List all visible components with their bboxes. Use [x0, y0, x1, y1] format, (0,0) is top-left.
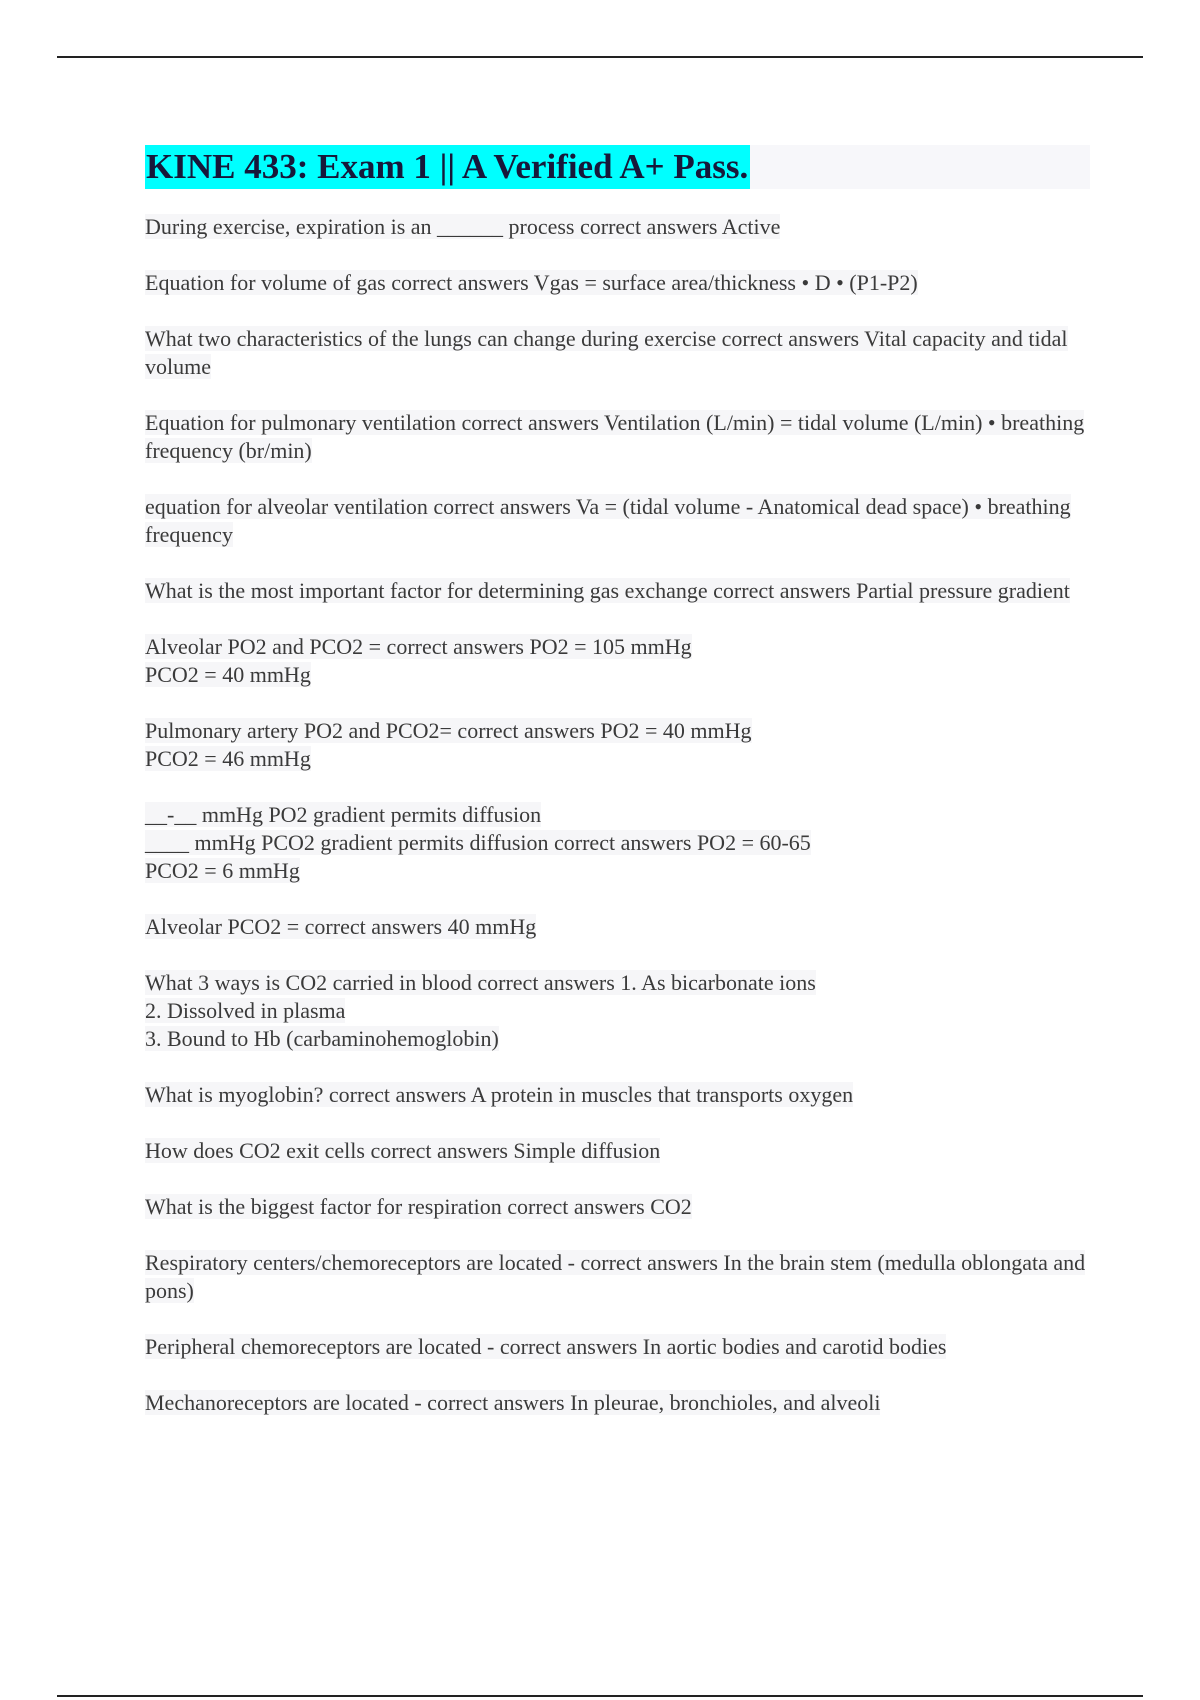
qa-line [145, 1249, 1090, 1305]
qa-text: PCO2 = 46 mmHg [145, 746, 311, 771]
qa-line [145, 857, 1090, 885]
qa-item [145, 577, 1090, 605]
qa-item [145, 969, 1090, 1053]
qa-item [145, 633, 1090, 689]
qa-text: Equation for volume of gas correct answers Vgas = surface area/thickness • D • (P1-P2) [145, 270, 918, 295]
qa-item [145, 801, 1090, 885]
qa-line [145, 801, 1090, 829]
qa-item [145, 1137, 1090, 1165]
header-rule [57, 56, 1143, 58]
qa-line [145, 1333, 1090, 1361]
qa-item [145, 409, 1090, 465]
qa-item [145, 1193, 1090, 1221]
qa-line [145, 717, 1090, 745]
qa-line [145, 409, 1090, 465]
qa-text: 2. Dissolved in plasma [145, 998, 346, 1023]
qa-list [145, 213, 1090, 1417]
qa-line [145, 269, 1090, 297]
qa-text: PCO2 = 6 mmHg [145, 858, 300, 883]
qa-text: What 3 ways is CO2 carried in blood correct answers 1. As bicarbonate ions [145, 970, 816, 995]
qa-text: How does CO2 exit cells correct answers Simple diffusion [145, 1138, 661, 1163]
qa-item [145, 325, 1090, 381]
footer-rule [57, 1695, 1143, 1697]
qa-line [145, 325, 1090, 381]
qa-text: Pulmonary artery PO2 and PCO2= correct answers PO2 = 40 mmHg [145, 718, 752, 743]
qa-line [145, 1025, 1090, 1053]
qa-item [145, 269, 1090, 297]
qa-item [145, 493, 1090, 549]
qa-line [145, 661, 1090, 689]
qa-text: Equation for pulmonary ventilation correct answers Ventilation (L/min) = tidal volume (L/min) • breathing frequency (br/min) [145, 410, 1085, 463]
qa-item [145, 1389, 1090, 1417]
qa-text: PCO2 = 40 mmHg [145, 662, 311, 687]
qa-line [145, 997, 1090, 1025]
qa-text: What is the biggest factor for respiration correct answers CO2 [145, 1194, 692, 1219]
qa-item [145, 1333, 1090, 1361]
qa-text: Peripheral chemoreceptors are located - correct answers In aortic bodies and carotid bodies [145, 1334, 947, 1359]
qa-line [145, 577, 1090, 605]
qa-line [145, 913, 1090, 941]
qa-line [145, 1389, 1090, 1417]
qa-line [145, 1193, 1090, 1221]
qa-text: What is the most important factor for determining gas exchange correct answers Partial pressure gradient [145, 578, 1070, 603]
qa-line [145, 829, 1090, 857]
qa-text: Mechanoreceptors are located - correct answers In pleurae, bronchioles, and alveoli [145, 1390, 881, 1415]
qa-line [145, 213, 1090, 241]
qa-text: What is myoglobin? correct answers A protein in muscles that transports oxygen [145, 1082, 854, 1107]
qa-line [145, 1137, 1090, 1165]
qa-text: During exercise, expiration is an ______ process correct answers Active [145, 214, 781, 239]
qa-text: What two characteristics of the lungs can change during exercise correct answers Vital capacity and tidal volume [145, 326, 1068, 379]
document-body [145, 145, 1090, 1445]
qa-line [145, 969, 1090, 997]
title-band [145, 145, 1090, 189]
qa-text: Alveolar PCO2 = correct answers 40 mmHg [145, 914, 537, 939]
qa-text: equation for alveolar ventilation correct answers Va = (tidal volume - Anatomical dead space) • breathing frequency [145, 494, 1071, 547]
qa-line [145, 1081, 1090, 1109]
qa-item [145, 1249, 1090, 1305]
qa-text: Alveolar PO2 and PCO2 = correct answers PO2 = 105 mmHg [145, 634, 692, 659]
qa-item [145, 913, 1090, 941]
qa-item [145, 213, 1090, 241]
qa-line [145, 493, 1090, 549]
qa-line [145, 633, 1090, 661]
qa-item [145, 1081, 1090, 1109]
qa-text: ____ mmHg PCO2 gradient permits diffusion correct answers PO2 = 60-65 [145, 830, 811, 855]
qa-line [145, 745, 1090, 773]
qa-item [145, 717, 1090, 773]
qa-text: Respiratory centers/chemoreceptors are located - correct answers In the brain stem (medulla oblongata and pons) [145, 1250, 1086, 1303]
qa-text: __-__ mmHg PO2 gradient permits diffusion [145, 802, 542, 827]
document-title: KINE 433: Exam 1 || A Verified A+ Pass. [145, 145, 750, 189]
qa-text: 3. Bound to Hb (carbaminohemoglobin) [145, 1026, 499, 1051]
